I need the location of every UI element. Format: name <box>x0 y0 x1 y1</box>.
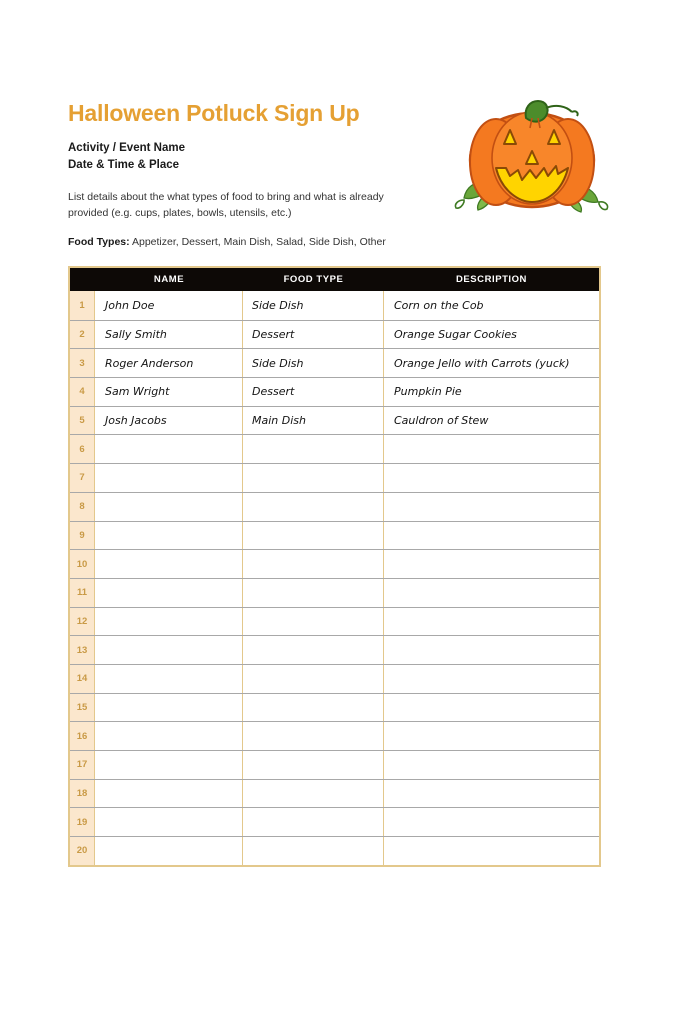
row-food-type-cell[interactable] <box>243 579 384 607</box>
row-name-cell-text: John Doe <box>105 298 155 312</box>
table-row[interactable] <box>70 836 599 865</box>
row-food-type-cell[interactable] <box>243 550 384 578</box>
row-food-type-cell-text: Dessert <box>252 385 295 399</box>
row-number-cell <box>70 636 95 664</box>
row-name-cell-text: Sam Wright <box>105 385 170 399</box>
row-name-cell[interactable] <box>95 751 243 779</box>
row-food-type-cell[interactable] <box>243 636 384 664</box>
row-number-cell <box>70 837 95 865</box>
table-row[interactable] <box>70 664 599 693</box>
row-description-cell-text: Corn on the Cob <box>394 298 484 312</box>
row-name-cell[interactable] <box>95 493 243 521</box>
row-food-type-cell[interactable] <box>243 349 384 377</box>
row-number-cell-text: 7 <box>79 472 85 484</box>
row-name-cell[interactable] <box>95 608 243 636</box>
row-name-cell-text: Josh Jacobs <box>105 414 167 428</box>
food-types-line <box>68 236 386 248</box>
row-description-cell[interactable] <box>384 579 599 607</box>
row-number-cell-text: 14 <box>76 673 88 685</box>
row-name-cell[interactable] <box>95 579 243 607</box>
food-types-value: Appetizer, Dessert, Main Dish, Salad, Side Dish, Other <box>131 236 386 248</box>
row-description-cell[interactable] <box>384 751 599 779</box>
row-number-cell <box>70 464 95 492</box>
column-header-name: NAME <box>153 274 185 285</box>
row-food-type-cell[interactable] <box>243 665 384 693</box>
row-name-cell[interactable] <box>95 291 243 320</box>
row-description-cell[interactable] <box>384 291 599 320</box>
table-row[interactable] <box>70 721 599 750</box>
row-number-cell <box>70 349 95 377</box>
row-number-cell-text: 11 <box>76 587 88 599</box>
row-number-cell-text: 12 <box>76 615 88 627</box>
row-food-type-cell[interactable] <box>243 378 384 406</box>
row-number-cell-text: 18 <box>76 788 88 800</box>
row-name-cell-text: Sally Smith <box>105 328 167 342</box>
table-row[interactable] <box>70 291 599 320</box>
row-number-cell-text: 13 <box>76 644 88 656</box>
row-description-cell[interactable] <box>384 349 599 377</box>
row-description-cell-text: Pumpkin Pie <box>394 385 462 399</box>
row-name-cell[interactable] <box>95 378 243 406</box>
row-description-cell[interactable] <box>384 694 599 722</box>
row-name-cell[interactable] <box>95 665 243 693</box>
row-number-cell-text: 17 <box>76 759 88 771</box>
table-row[interactable] <box>70 578 599 607</box>
row-food-type-cell[interactable] <box>243 464 384 492</box>
row-name-cell[interactable] <box>95 522 243 550</box>
table-row[interactable] <box>70 635 599 664</box>
row-number-cell-text: 16 <box>76 730 88 742</box>
table-row[interactable] <box>70 807 599 836</box>
table-row[interactable] <box>70 492 599 521</box>
row-description-cell[interactable] <box>384 435 599 463</box>
row-number-cell <box>70 435 95 463</box>
row-name-cell[interactable] <box>95 435 243 463</box>
row-name-cell[interactable] <box>95 321 243 349</box>
row-description-cell[interactable] <box>384 378 599 406</box>
table-header-row <box>70 268 599 291</box>
table-row[interactable] <box>70 320 599 349</box>
row-food-type-cell[interactable] <box>243 407 384 435</box>
row-name-cell[interactable] <box>95 464 243 492</box>
row-name-cell[interactable] <box>95 550 243 578</box>
row-name-cell[interactable] <box>95 722 243 750</box>
row-food-type-cell[interactable] <box>243 837 384 865</box>
row-description-cell[interactable] <box>384 407 599 435</box>
event-subtitle <box>68 140 185 174</box>
row-number-cell <box>70 608 95 636</box>
row-description-cell-text: Orange Sugar Cookies <box>394 328 517 342</box>
table-row[interactable] <box>70 434 599 463</box>
row-number-cell-text: 6 <box>79 443 85 455</box>
page-title: Halloween Potluck Sign Up <box>68 100 360 126</box>
food-types-label: Food Types: <box>68 236 130 248</box>
row-food-type-cell[interactable] <box>243 291 384 320</box>
row-number-cell <box>70 808 95 836</box>
row-number-cell <box>70 321 95 349</box>
row-description-cell[interactable] <box>384 550 599 578</box>
date-time-place-label: Date & Time & Place <box>68 159 180 171</box>
row-description-cell[interactable] <box>384 636 599 664</box>
row-description-cell-text: Orange Jello with Carrots (yuck) <box>394 356 570 370</box>
jack-o-lantern-icon <box>452 88 612 216</box>
row-name-cell[interactable] <box>95 808 243 836</box>
row-description-cell[interactable] <box>384 780 599 808</box>
row-number-cell <box>70 579 95 607</box>
row-food-type-cell-text: Main Dish <box>252 414 306 428</box>
row-number-cell <box>70 522 95 550</box>
row-number-cell-text: 5 <box>79 415 85 427</box>
table-row[interactable] <box>70 549 599 578</box>
table-row[interactable] <box>70 779 599 808</box>
row-number-cell <box>70 751 95 779</box>
row-description-cell[interactable] <box>384 464 599 492</box>
row-name-cell[interactable] <box>95 407 243 435</box>
row-name-cell[interactable] <box>95 694 243 722</box>
row-description-cell[interactable] <box>384 722 599 750</box>
row-number-cell-text: 8 <box>79 501 85 513</box>
row-number-cell-text: 15 <box>76 701 88 713</box>
table-row[interactable] <box>70 348 599 377</box>
table-row[interactable] <box>70 463 599 492</box>
row-number-cell <box>70 378 95 406</box>
row-number-cell-text: 10 <box>76 558 88 570</box>
row-name-cell[interactable] <box>95 780 243 808</box>
column-header-food-type: FOOD TYPE <box>283 274 344 285</box>
table-body <box>70 291 599 865</box>
row-description-cell[interactable] <box>384 522 599 550</box>
row-number-cell <box>70 291 95 320</box>
row-number-cell-text: 19 <box>76 816 88 828</box>
row-number-cell <box>70 722 95 750</box>
column-header-description: DESCRIPTION <box>456 274 527 285</box>
row-food-type-cell-text: Side Dish <box>252 356 304 370</box>
row-description-cell[interactable] <box>384 493 599 521</box>
row-number-cell-text: 1 <box>79 299 85 311</box>
row-description-cell-text: Cauldron of Stew <box>394 414 489 428</box>
row-food-type-cell[interactable] <box>243 808 384 836</box>
row-food-type-cell-text: Dessert <box>252 328 295 342</box>
row-description-cell[interactable] <box>384 665 599 693</box>
row-number-cell <box>70 694 95 722</box>
row-name-cell-text: Roger Anderson <box>105 356 194 370</box>
row-food-type-cell[interactable] <box>243 321 384 349</box>
row-description-cell[interactable] <box>384 608 599 636</box>
row-food-type-cell[interactable] <box>243 608 384 636</box>
row-number-cell-text: 4 <box>79 386 85 398</box>
row-number-cell <box>70 493 95 521</box>
table-row[interactable] <box>70 406 599 435</box>
row-food-type-cell[interactable] <box>243 722 384 750</box>
row-food-type-cell[interactable] <box>243 780 384 808</box>
row-number-cell-text: 20 <box>76 845 88 857</box>
row-name-cell[interactable] <box>95 837 243 865</box>
row-food-type-cell[interactable] <box>243 694 384 722</box>
row-number-cell <box>70 407 95 435</box>
row-food-type-cell[interactable] <box>243 522 384 550</box>
table-row[interactable] <box>70 607 599 636</box>
row-number-cell <box>70 665 95 693</box>
row-number-cell <box>70 550 95 578</box>
row-description-cell[interactable] <box>384 321 599 349</box>
table-row[interactable] <box>70 750 599 779</box>
signup-table <box>68 266 601 867</box>
row-food-type-cell[interactable] <box>243 493 384 521</box>
instructions-text: List details about the what types of food to bring and what is already provided (e.g. cups, plates, bowls, utensils, etc.) <box>68 191 384 219</box>
row-number-cell <box>70 780 95 808</box>
activity-event-name-label: Activity / Event Name <box>68 142 185 154</box>
row-food-type-cell[interactable] <box>243 435 384 463</box>
row-description-cell[interactable] <box>384 837 599 865</box>
row-number-cell-text: 2 <box>79 329 85 341</box>
row-name-cell[interactable] <box>95 636 243 664</box>
row-food-type-cell-text: Side Dish <box>252 298 304 312</box>
table-row[interactable] <box>70 521 599 550</box>
row-name-cell[interactable] <box>95 349 243 377</box>
table-row[interactable] <box>70 377 599 406</box>
row-food-type-cell[interactable] <box>243 751 384 779</box>
table-row[interactable] <box>70 693 599 722</box>
row-number-cell-text: 3 <box>79 357 85 369</box>
row-description-cell[interactable] <box>384 808 599 836</box>
row-number-cell-text: 9 <box>79 529 85 541</box>
